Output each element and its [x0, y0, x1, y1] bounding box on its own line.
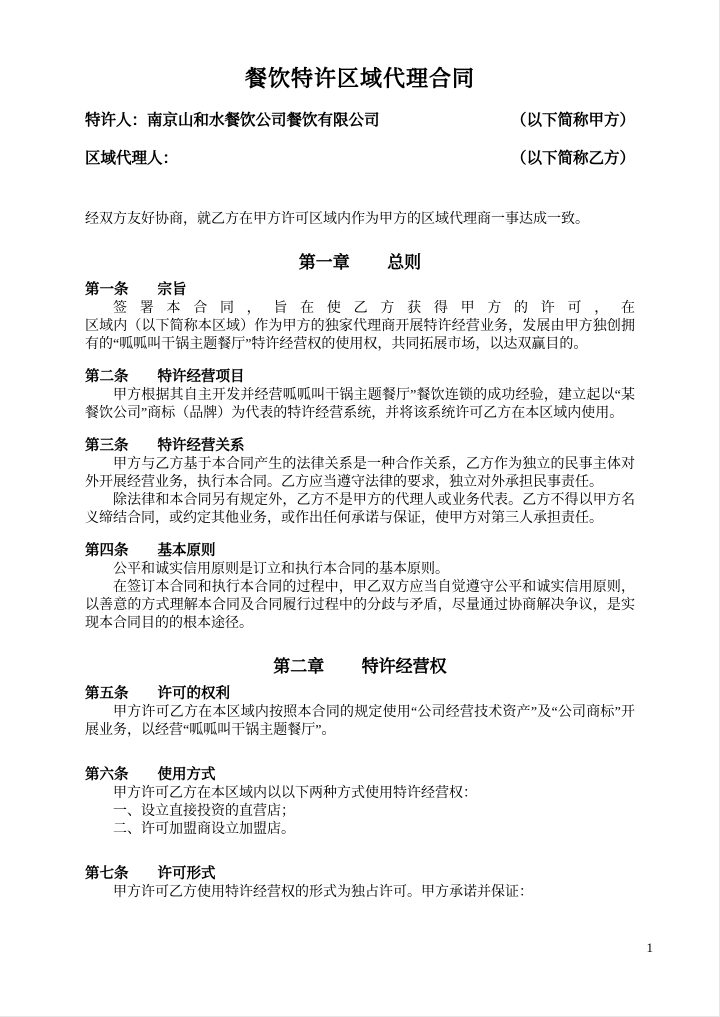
article-6 [85, 766, 635, 839]
article-1 [85, 281, 635, 354]
chapter-2-name: 特许经营权 [361, 657, 447, 676]
chapter-2-number: 第二章 [273, 657, 325, 676]
article-7-title: 许可形式 [157, 866, 216, 882]
article-4-paragraph-1: 公平和诚实信用原则是订立和执行本合同的基本原则。 [113, 562, 449, 577]
article-1-heading [85, 281, 635, 300]
article-2-paragraph-1: 甲方根据其自主开发并经营呱呱叫干锅主题餐厅”餐饮连锁的成功经验，建立起以“某餐饮公司”商标（品牌）为代表的特许经营系统，并将该系统许可乙方在本区域内使用。 [85, 388, 635, 421]
agent-alias: （以下简称乙方） [510, 150, 635, 167]
page-number: 1 [646, 940, 653, 955]
franchisor-name: 南京山和水餐饮公司餐饮有限公司 [147, 112, 380, 129]
franchisor-alias: （以下简称甲方） [510, 112, 635, 129]
article-4-number: 第四条 [85, 543, 129, 559]
article-5-number: 第五条 [85, 686, 129, 702]
article-1-paragraph-1-rest: 区域内（以下简称本区域）作为甲方的独家代理商开展特许经营业务，发展由甲方独创拥有的“呱呱叫干锅主题餐厅”特许经营权的使用权，共同拓展市场，以达双赢目的。 [85, 319, 635, 352]
article-1-number: 第一条 [85, 282, 129, 298]
article-6-number: 第六条 [85, 767, 129, 783]
article-7-number: 第七条 [85, 866, 129, 882]
article-7-heading [85, 865, 635, 884]
article-6-heading [85, 766, 635, 785]
franchisor-label: 特许人： [85, 112, 148, 129]
article-1-paragraph-1-line-1: 签署本合同，旨在使乙方获得甲方的许可，在 [113, 301, 635, 316]
article-6-list-item-2: 二、许可加盟商设立加盟店。 [113, 822, 295, 837]
article-4-title: 基本原则 [157, 543, 216, 559]
article-2-heading [85, 368, 635, 387]
chapter-1-heading [85, 251, 635, 275]
article-2-title: 特许经营项目 [157, 369, 245, 385]
chapter-1-name: 总则 [387, 253, 422, 272]
article-2-number: 第二条 [85, 369, 129, 385]
article-5-paragraph-1: 甲方许可乙方在本区域内按照本合同的规定使用“公司经营技术资产”及“公司商标”开展业务，以经营“呱呱叫干锅主题餐厅”。 [85, 705, 635, 738]
agent-field [85, 148, 178, 169]
preamble: 经双方友好协商，就乙方在甲方许可区域内作为甲方的区域代理商一事达成一致。 [85, 212, 589, 227]
document-title: 餐饮特许区域代理合同 [244, 66, 475, 91]
article-2 [85, 368, 635, 423]
article-7-paragraph-1: 甲方许可乙方使用特许经营权的形式为独占许可。甲方承诺并保证： [113, 885, 533, 900]
article-3-paragraph-2: 除法律和本合同另有规定外，乙方不是甲方的代理人或业务代表。乙方不得以甲方名义缔结合同，或约定其他业务，或作出任何承诺与保证，使甲方对第三人承担责任。 [85, 493, 635, 526]
article-6-paragraph-1: 甲方许可乙方在本区域内以以下两种方式使用特许经营权： [113, 786, 477, 801]
article-3 [85, 437, 635, 528]
article-6-title: 使用方式 [157, 767, 216, 783]
article-4-heading [85, 542, 635, 561]
article-3-number: 第三条 [85, 438, 129, 454]
chapter-1-number: 第一章 [298, 253, 350, 272]
article-5-heading [85, 685, 635, 704]
article-5 [85, 685, 635, 740]
chapter-2-heading [85, 655, 635, 679]
article-7 [85, 865, 635, 902]
franchisor-field [85, 110, 380, 131]
agent-label: 区域代理人： [85, 150, 179, 167]
article-4 [85, 542, 635, 633]
article-1-title: 宗旨 [157, 282, 187, 298]
article-3-heading [85, 437, 635, 456]
party-row-franchisor [85, 110, 635, 131]
article-3-title: 特许经营关系 [157, 438, 245, 454]
article-4-paragraph-2: 在签订本合同和执行本合同的过程中，甲乙双方应当自觉遵守公平和诚实信用原则，以善意的方式理解本合同及合同履行过程中的分歧与矛盾，尽量通过协商解决争议，是实现本合同目的的根本途径。 [85, 580, 635, 631]
party-row-agent [85, 148, 635, 169]
article-5-title: 许可的权利 [157, 686, 230, 702]
article-6-list-item-1: 一、设立直接投资的直营店； [113, 804, 295, 819]
article-3-paragraph-1: 甲方与乙方基于本合同产生的法律关系是一种合作关系，乙方作为独立的民事主体对外开展经营业务，执行本合同。乙方应当遵守法律的要求，独立对外承担民事责任。 [85, 457, 635, 490]
